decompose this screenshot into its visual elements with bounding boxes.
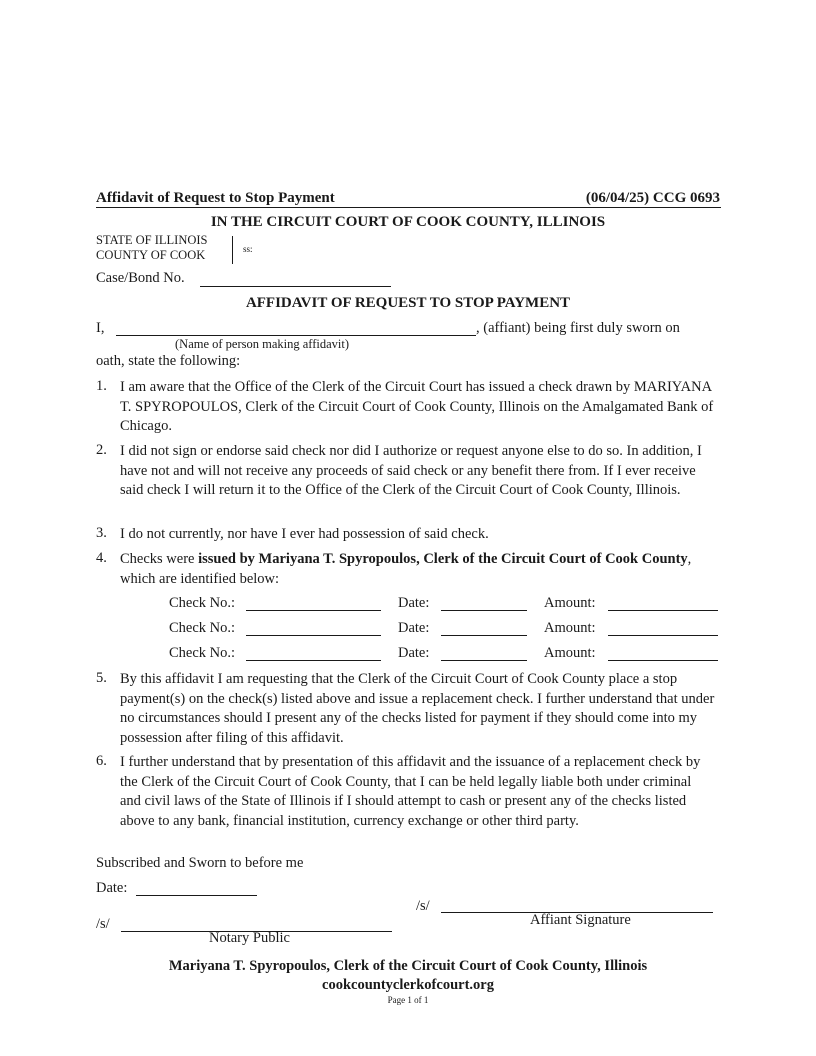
amount-field[interactable] bbox=[608, 610, 718, 611]
footer-website[interactable]: cookcountyclerkofcourt.org bbox=[322, 977, 494, 993]
check-no-label: Check No.: bbox=[169, 645, 236, 661]
header-rule bbox=[96, 207, 721, 208]
affiant-signature-caption: Affiant Signature bbox=[530, 912, 631, 928]
intro-i: I, bbox=[96, 320, 105, 336]
item-5-number: 5. bbox=[96, 670, 107, 686]
sworn-date-label: Date: bbox=[96, 880, 128, 896]
item-1-number: 1. bbox=[96, 378, 107, 394]
ss-label: ss: bbox=[243, 244, 253, 254]
date-label: Date: bbox=[398, 645, 430, 661]
amount-field[interactable] bbox=[608, 660, 718, 661]
date-label: Date: bbox=[398, 620, 430, 636]
item-3-text: I do not currently, nor have I ever had possession of said check. bbox=[120, 526, 489, 542]
item-5-text: By this affidavit I am requesting that the Clerk of the Circuit Court of Cook County place a stop payment(s) on the check(s) listed above and issue a replacement check. I further understand that under no circumstances should I present any of the checks listed for payment if they should come into my possession after filing of this affidavit. bbox=[120, 671, 715, 746]
name-caption: (Name of person making affidavit) bbox=[175, 337, 350, 351]
date-field[interactable] bbox=[441, 610, 527, 611]
county-label: COUNTY OF COOK bbox=[96, 248, 206, 262]
court-title: IN THE CIRCUIT COURT OF COOK COUNTY, ILLINOIS bbox=[210, 214, 606, 230]
case-bond-field[interactable] bbox=[200, 286, 391, 287]
date-label: Date: bbox=[398, 595, 430, 611]
subscribed-text: Subscribed and Sworn to before me bbox=[96, 855, 304, 871]
affiant-sig-prefix: /s/ bbox=[416, 898, 430, 914]
notary-caption: Notary Public bbox=[209, 930, 290, 946]
form-code: (06/04/25) CCG 0693 bbox=[585, 190, 720, 206]
check-no-field[interactable] bbox=[246, 660, 381, 661]
check-no-label: Check No.: bbox=[169, 620, 236, 636]
notary-sig-prefix: /s/ bbox=[96, 916, 110, 932]
affidavit-title: AFFIDAVIT OF REQUEST TO STOP PAYMENT bbox=[245, 295, 571, 311]
form-title: Affidavit of Request to Stop Payment bbox=[96, 190, 335, 206]
sworn-date-field[interactable] bbox=[136, 895, 257, 896]
intro-affiant-text: , (affiant) being first duly sworn on bbox=[476, 320, 680, 336]
footer-clerk: Mariyana T. Spyropoulos, Clerk of the Circuit Court of Cook County, Illinois bbox=[168, 958, 648, 974]
item-6-text: I further understand that by presentation of this affidavit and the issuance of a replacement check by the Clerk of the Circuit Court of Cook County, that I can be held legally liable both under criminal and civil laws of the State of Illinois if I should attempt to cash or present any of the checks listed above to any bank, financial institution, currency exchange or other third party. bbox=[120, 754, 701, 829]
check-no-label: Check No.: bbox=[169, 595, 236, 611]
amount-field[interactable] bbox=[608, 635, 718, 636]
check-no-field[interactable] bbox=[246, 635, 381, 636]
check-no-field[interactable] bbox=[246, 610, 381, 611]
amount-label: Amount: bbox=[544, 645, 596, 661]
date-field[interactable] bbox=[441, 635, 527, 636]
item-6-number: 6. bbox=[96, 753, 107, 769]
case-bond-label: Case/Bond No. bbox=[96, 270, 185, 286]
item-1-text: I am aware that the Office of the Clerk of the Circuit Court has issued a check drawn by MARIYANA T. SPYROPOULOS, Clerk of the Circuit Court of Cook County, Illinois on the Amalgamated Bank of Chicago. bbox=[120, 379, 714, 434]
ss-bracket bbox=[232, 236, 233, 264]
page-number: Page 1 of 1 bbox=[387, 995, 429, 1005]
intro-oath: oath, state the following: bbox=[96, 353, 241, 369]
state-label: STATE OF ILLINOIS bbox=[96, 233, 208, 247]
amount-label: Amount: bbox=[544, 620, 596, 636]
date-field[interactable] bbox=[441, 660, 527, 661]
item-2-number: 2. bbox=[96, 442, 107, 458]
item-4-number: 4. bbox=[96, 550, 107, 566]
amount-label: Amount: bbox=[544, 595, 596, 611]
affiant-name-field[interactable] bbox=[116, 335, 476, 336]
item-3-number: 3. bbox=[96, 525, 107, 541]
item-2-text: I did not sign or endorse said check nor did I authorize or request anyone else to do so. In addition, I have not and will not receive any proceeds of said check or any benefit there from. If I ever receive said check I will return it to the Office of the Clerk of the Circuit Court of Cook County, Illinois. bbox=[120, 443, 702, 498]
item-4-text: Checks were issued by Mariyana T. Spyropoulos, Clerk of the Circuit Court of Cook County, which are identified below: bbox=[120, 551, 692, 587]
